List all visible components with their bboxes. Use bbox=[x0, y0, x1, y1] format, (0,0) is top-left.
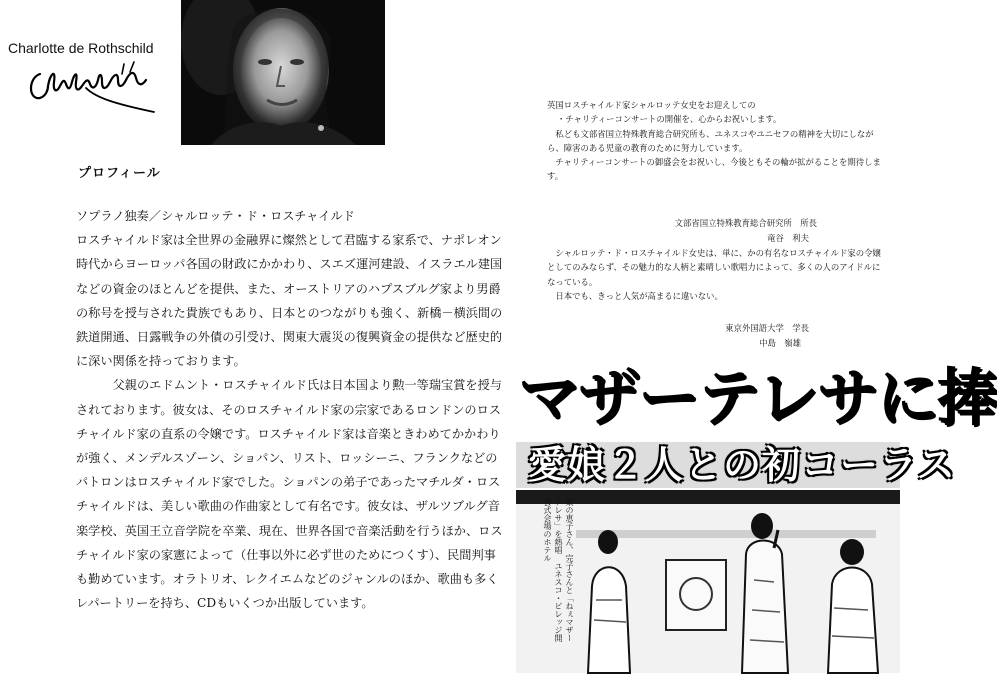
message-1-signature bbox=[547, 216, 817, 246]
signature-graphic bbox=[26, 60, 166, 118]
message-1-line-2: ・チャリティーコンサートの開催を、心からお祝いします。 bbox=[557, 114, 782, 125]
portrait-name: Charlotte de Rothschild bbox=[8, 40, 154, 56]
message-2-signature-org: 東京外国語大学 学長 bbox=[725, 323, 809, 333]
clipping-subheadline bbox=[516, 442, 956, 488]
message-2-signature-name: 中島 嶺雄 bbox=[759, 338, 801, 348]
portrait-photo bbox=[181, 0, 385, 145]
message-2-body-1: シャルロッテ・ド・ロスチャイルド女史は、単に、かの有名なロスチャイルド家の令嬢としてのみならず、その魅力的な人柄と素晴しい歌唱力によって、多くの人のアイドルになっている。 bbox=[547, 248, 881, 287]
clipping-headline-text: マザーテレサに捧 bbox=[518, 361, 997, 434]
message-2-body-2: 日本でも、きっと人気が高まるに違いない。 bbox=[555, 290, 723, 301]
message-1 bbox=[547, 98, 887, 184]
profile-body bbox=[76, 204, 506, 615]
message-2-signature bbox=[547, 321, 809, 351]
profile-paragraph-2: 父親のエドムント・ロスチャイルド氏は日本国より勲一等瑞宝賞を授与されております。彼女は、そのロスチャイルド家の宗家であるロンドンのロスチャイルド家の直系の令嬢です。ロスチャイルド家は音楽ときわめてかかわりが強く、メンデルスゾーン、ショパン、リスト、ロッシーニ、フランクなどのパトロンはロスチャイルド家でした。ショパンの弟子であったマチルダ・ロスチャイルドは、美しい歌曲の作曲家として有名です。彼女は、ザルツブルグ音楽学校、英国王立音学院を卒業、現在、世界各国で音楽活動を行うほか、ロスチャイルド家の家憲によって（仕事以外に必ず世のためにつくす）、民間判事も勤めています。オラトリオ、レクイエムなどのジャンルのほか、歌曲も多くレパートリーを持ち、CDもいくつか出版しています。 bbox=[76, 378, 503, 611]
clipping-subheadline-text: 愛娘２人との初コーラス bbox=[528, 443, 956, 487]
message-1-signature-org: 文部省国立特殊教育総合研究所 所長 bbox=[674, 218, 817, 228]
message-1-body-1: 私ども文部省国立特殊教育総合研究所も、ユネスコやユニセフの精神を大切にしながら、障害のある児童の教育のために努力しています。 bbox=[547, 128, 874, 153]
profile-subtitle: ソプラノ独奏／シャルロッテ・ド・ロスチャイルド bbox=[76, 209, 355, 223]
message-1-line-1: 英国ロスチャイルド家シャルロッテ女史をお迎えしての bbox=[547, 100, 756, 110]
clipping-headline bbox=[518, 356, 997, 440]
profile-paragraph-1: ロスチャイルド家は全世界の金融界に燦然として君臨する家系で、ナポレオン時代からヨーロッパ各国の財政にかかわり、スエズ運河建設、イスラエル建国などの資金のほとんどを提供、また、オーストリアのハプスブルグ家より男爵の称号を授与された貴族でもあり、日本とのつながりも強く、新橋－横浜間の鉄道開通、日露戦争の外債の引受け、関東大震災の復興資金の提供など歴史的に深い関係を持っております。 bbox=[76, 233, 503, 369]
message-2 bbox=[547, 246, 887, 303]
clipping-caption: 娘の恵子さん、完子さんと「ねぇマザーテレサ」を熱唱 ユネスコ・ビレッジ開会式会場のホテル bbox=[543, 498, 574, 642]
message-1-body-2: チャリティーコンサートの御盛会をお祝いし、今後ともその輪が拡がることを期待します。 bbox=[547, 157, 881, 182]
profile-heading: プロフィール bbox=[78, 166, 161, 181]
message-1-signature-name: 竜谷 利夫 bbox=[767, 233, 809, 243]
